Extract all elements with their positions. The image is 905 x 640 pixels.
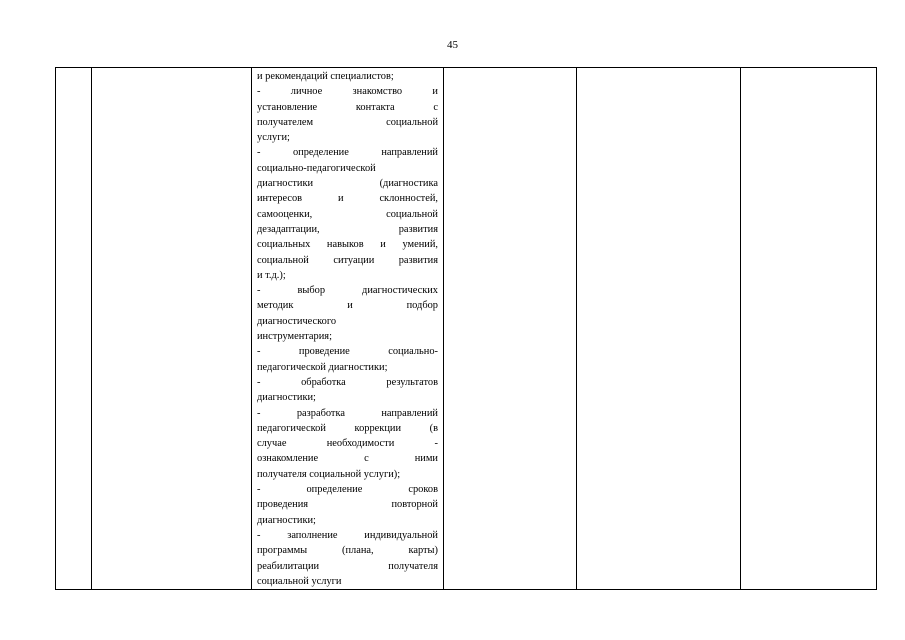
- service-description-line: ознакомление с ними: [257, 453, 438, 465]
- service-description-line: педагогической коррекции (в: [257, 422, 438, 434]
- service-description-line: установление контакта с: [257, 101, 438, 113]
- service-description-line: диагностического: [257, 315, 337, 327]
- table-cell-empty-6: [741, 68, 877, 590]
- service-description-line: социально-педагогической: [257, 162, 376, 174]
- service-description-line: - определение направлений: [257, 147, 438, 159]
- service-description-line: диагностики;: [257, 392, 316, 404]
- service-description-line: социальной ситуации развития: [257, 254, 438, 266]
- service-description-line: дезадаптации, развития: [257, 223, 438, 235]
- service-description-line: услуги;: [257, 132, 290, 144]
- service-description-line: методик и подбор: [257, 300, 438, 312]
- service-description-line: - выбор диагностических: [257, 285, 438, 297]
- service-description-line: - обработка результатов: [257, 376, 438, 388]
- table-cell-empty-4: [444, 68, 577, 590]
- service-description-text: [252, 68, 443, 589]
- service-description-line: получателем социальной: [257, 116, 438, 128]
- service-description-line: социальных навыков и умений,: [257, 239, 438, 251]
- table-cell-service-name: [92, 68, 252, 590]
- service-description-line: - заполнение индивидуальной: [257, 529, 438, 541]
- service-description-line: социальной услуги: [257, 575, 342, 587]
- service-description-line: и рекомендаций специалистов;: [257, 71, 394, 82]
- service-description-line: - разработка направлений: [257, 407, 438, 419]
- table-cell-empty-5: [577, 68, 741, 590]
- table-row: [56, 68, 877, 590]
- service-description-line: интересов и склонностей,: [257, 193, 438, 205]
- page-number: 45: [447, 39, 458, 51]
- service-description-line: проведения повторной: [257, 499, 438, 511]
- service-description-line: получателя социальной услуги);: [257, 468, 401, 480]
- service-description-line: педагогической диагностики;: [257, 361, 388, 373]
- service-description-line: - проведение социально-: [257, 346, 438, 358]
- service-description-line: инструментария;: [257, 331, 332, 343]
- service-description-line: диагностики;: [257, 514, 316, 526]
- service-description-line: программы (плана, карты): [257, 545, 438, 557]
- service-description-line: самооценки, социальной: [257, 208, 438, 220]
- service-description-line: - личное знакомство и: [257, 86, 438, 98]
- service-description-line: и т.д.);: [257, 269, 286, 281]
- table-cell-service-description: [252, 68, 444, 590]
- service-description-line: реабилитации получателя: [257, 560, 438, 572]
- service-description-line: - определение сроков: [257, 484, 438, 496]
- service-description-line: случае необходимости -: [257, 438, 438, 450]
- services-table: [55, 67, 877, 590]
- table-cell-number: [56, 68, 92, 590]
- service-description-line: диагностики (диагностика: [257, 178, 438, 190]
